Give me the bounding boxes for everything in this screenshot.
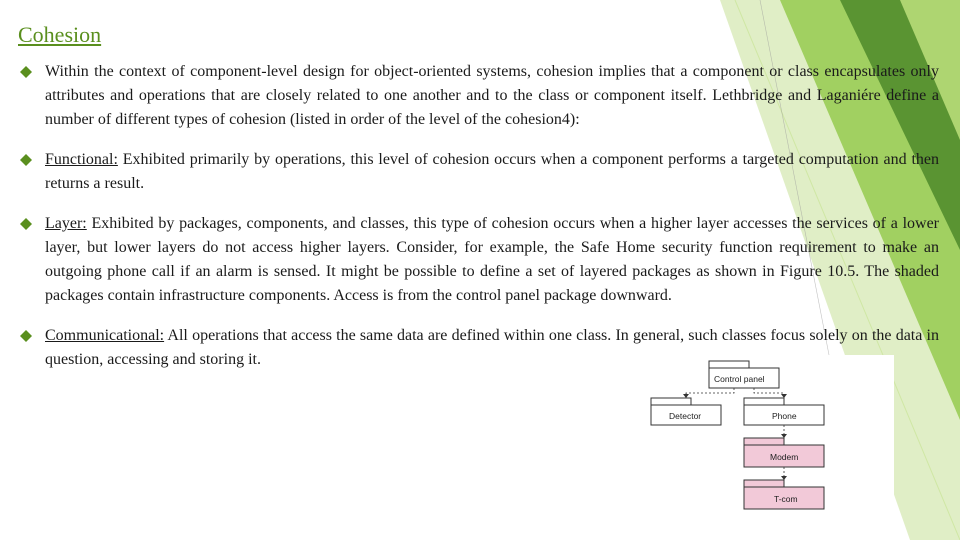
package-detector xyxy=(651,398,721,425)
package-modem xyxy=(744,438,824,467)
bullet-term: Communicational: xyxy=(45,327,165,344)
package-diagram xyxy=(624,355,894,519)
layered-packages-figure xyxy=(624,355,894,519)
package-label: Modem xyxy=(770,452,799,462)
diamond-bullet-icon xyxy=(20,330,32,342)
bullet-text: Exhibited primarily by operations, this level of cohesion occurs when a component performs a targeted computation and then returns a result. xyxy=(45,151,939,192)
bullet-text: Within the context of component-level design for object-oriented systems, cohesion implies that a component or class encapsulates only attributes and operations that are closely related to one another and to the class or component itself. Lethbridge and Laganiére define a number of different types of cohesion (listed in order of the level of the cohesion4): xyxy=(45,63,939,128)
bullet-item-functional xyxy=(18,148,939,196)
diamond-bullet-icon xyxy=(20,66,32,78)
package-label: Phone xyxy=(772,411,797,421)
diamond-bullet-icon xyxy=(20,218,32,230)
package-control-panel xyxy=(709,361,779,388)
bullet-term: Functional: xyxy=(45,151,118,168)
diamond-bullet-icon xyxy=(20,154,32,166)
package-label: Control panel xyxy=(714,374,765,384)
bullet-text: All operations that access the same data are defined within one class. In general, such classes focus solely on the data in question, accessing and storing it. xyxy=(45,327,939,368)
bullet-text: Exhibited by packages, components, and classes, this type of cohesion occurs when a higher layer accesses the services of a lower layer, but lower layers do not access higher layers. Consider, for example, the Safe Home security function requirement to make an outgoing phone call if an alarm is sensed. It might be possible to define a set of layered packages as shown in Figure 10.5. The shaded packages contain infrastructure components. Access is from the control panel package downward. xyxy=(45,215,939,304)
bullet-item-context xyxy=(18,60,939,132)
page-title: Cohesion xyxy=(18,22,102,47)
package-phone xyxy=(744,398,824,425)
bullet-term: Layer: xyxy=(45,215,87,232)
bullet-item-layer xyxy=(18,212,939,308)
bullet-list xyxy=(18,60,939,388)
package-t-com xyxy=(744,480,824,509)
package-label: T-com xyxy=(774,494,798,504)
package-label: Detector xyxy=(669,411,702,421)
